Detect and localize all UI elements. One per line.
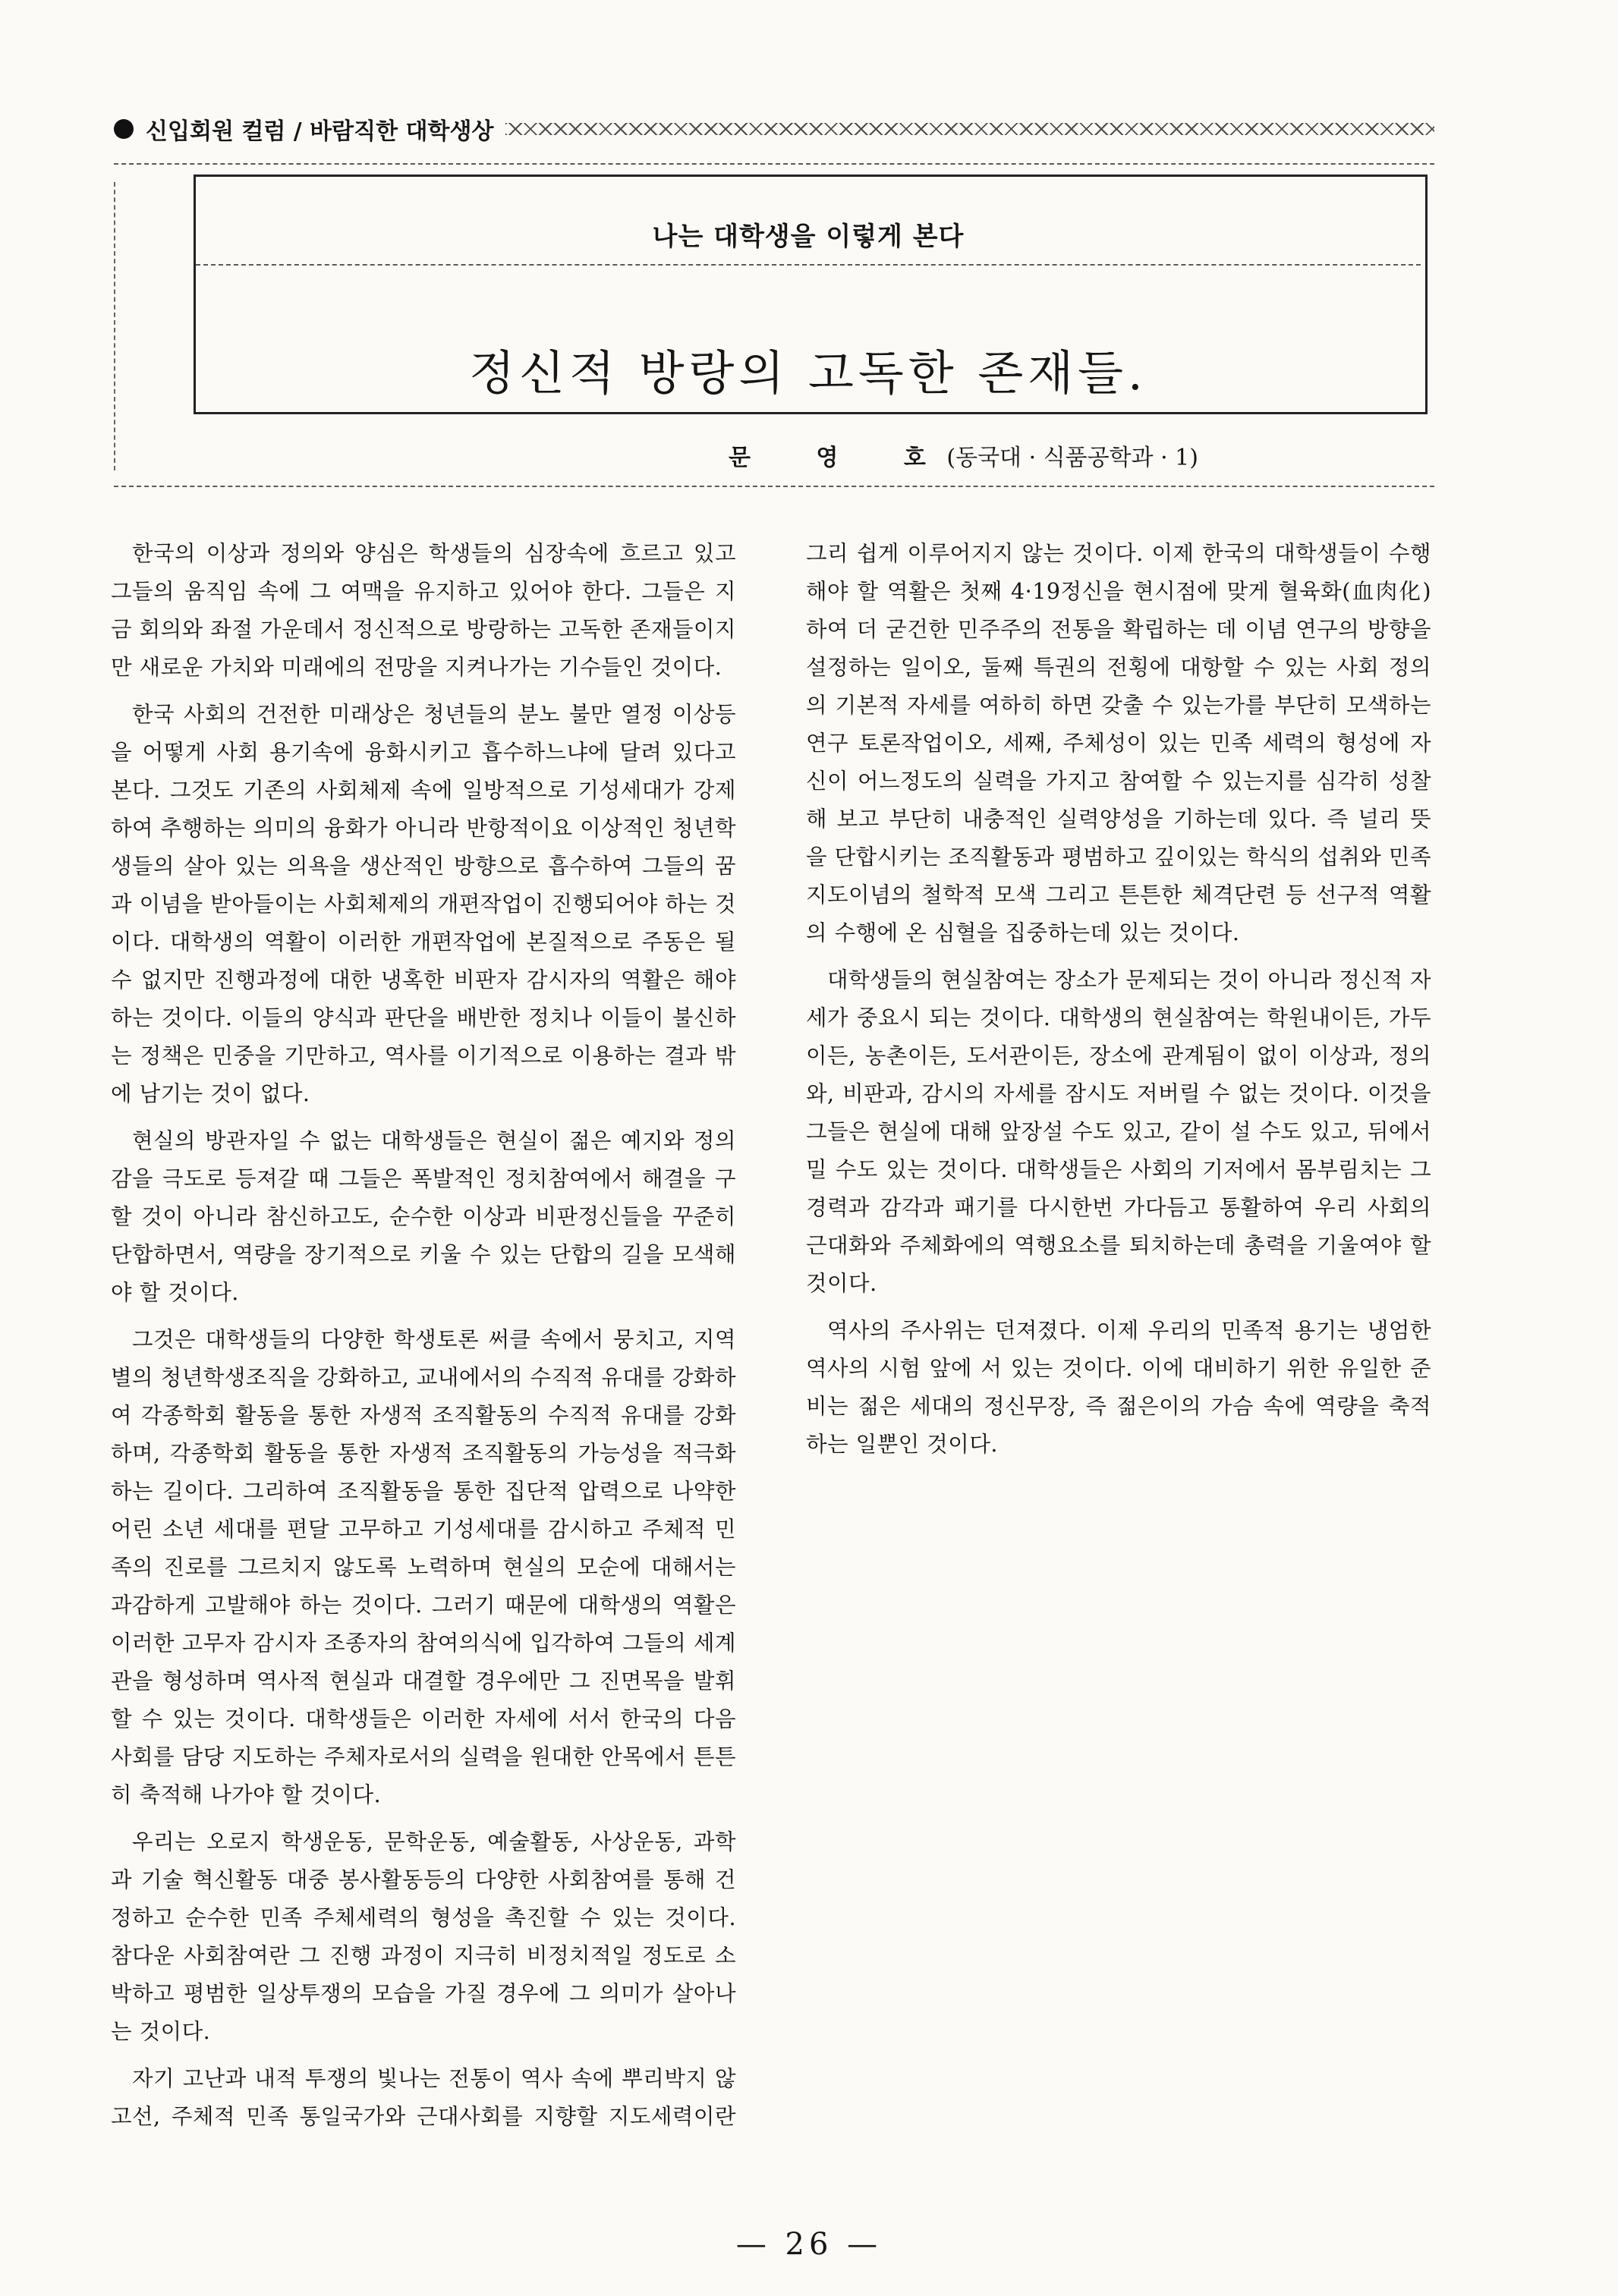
author-affiliation: (동국대 · 식품공학과 · 1) — [946, 445, 1198, 471]
article-kicker: 나는 대학생을 이렇게 본다 — [652, 222, 965, 252]
divider-left — [114, 182, 115, 470]
paragraph: 한국의 이상과 정의와 양심은 학생들의 심장속에 흐르고 있고 그들의 움직임 속에 그 여맥을 유지하고 있어야 한다. 그들은 지금 회의와 좌절 가운데서 정신적으로 방랑하는 고독한 존재들이지만 새로운 가치와 미래에의 전망을 지켜나가는 기수들인 것이다. — [111, 541, 736, 680]
byline — [729, 439, 1442, 472]
bullet-icon — [114, 119, 134, 139]
paragraph: 대학생들의 현실참여는 장소가 문제되는 것이 아니라 정신적 자세가 중요시 되는 것이다. 대학생의 현실참여는 학원내이든, 가두이든, 농촌이든, 도서관이든, 장소에 관계됨이 없이 이상과, 정의와, 비판과, 감시의 자세를 잠시도 저버릴 수 없는 것이다. 이것을 그들은 현실에 대해 앞장설 수도 있고, 같이 설 수도 있고, 뒤에서 밀 수도 있는 것이다. 대학생들은 사회의 기저에서 몸부림치는 그 경력과 감각과 패기를 다시한번 가다듬고 통활하여 우리 사회의 근대화와 주체화에의 역행요소를 퇴치하는데 총력을 기울여야 할것이다. — [806, 967, 1431, 1296]
article-body — [111, 535, 1431, 2159]
section-label: 신입회원 컬럼 / 바람직한 대학생상 — [146, 118, 494, 145]
article-title: 정신적 방랑의 고독한 존재들. — [469, 344, 1147, 401]
section-header — [114, 106, 1434, 152]
paragraph: 우리는 오로지 학생운동, 문학운동, 예술활동, 사상운동, 과학과 기술 혁신활동 대중 봉사활동등의 다양한 사회참여를 통해 건정하고 순수한 민족 주체세력의 형성을 촉진할 수 있는 것이다. 참다운 사회참여란 그 진행 과정이 지극히 비정치적일 정도로 소박하고 평범한 일상투쟁의 모습을 가질 경우에 그 의미가 살아나는 것이다. — [111, 1829, 736, 2044]
ornamental-rule — [505, 123, 1434, 135]
paragraph: 자기 고난과 내적 투쟁의 빛나는 전통이 역사 속에 뿌리박지 않고선, 주체적 민족 통일국가와 근대사회를 지향할 지도세력이란 그리 쉽게 이루어지지 않는 것이다. 이제 한국의 대학생들이 수행해야 할 역활은 첫째 4·19정신을 현시점에 맞게 혈육화(血肉化) 하여 더 굳건한 민주주의 전통을 확립하는 데 이념 연구의 방향을 설정하는 일이오, 둘째 특권의 전횡에 대항할 수 있는 사회 정의의 기본적 자세를 여하히 하면 갖출 수 있는가를 부단히 모색하는 연구 토론작업이오, 세째, 주체성이 있는 민족 세력의 형성에 자신이 어느정도의 실력을 가지고 참여할 수 있는지를 심각히 성찰해 보고 부단히 내충적인 실력양성을 기하는데 있다. 즉 널리 뜻을 단합시키는 조직활동과 평범하고 깊이있는 학식의 섭취와 민족 지도이념의 철학적 모색 그리고 튼튼한 체격단련 등 선구적 역활의 수행에 온 심혈을 집중하는데 있는 것이다. — [111, 541, 1431, 2129]
author-name: 문 영 호 — [729, 445, 955, 471]
paragraph: 현실의 방관자일 수 없는 대학생들은 현실이 젊은 예지와 정의감을 극도로 등져갈 때 그들은 폭발적인 정치참여에서 해결을 구할 것이 아니라 참신하고도, 순수한 이상과 비판정신들을 꾸준히 단합하면서, 역량을 장기적으로 키울 수 있는 단합의 길을 모색해야 할 것이다. — [111, 1128, 736, 1305]
paragraph: 한국 사회의 건전한 미래상은 청년들의 분노 불만 열정 이상등을 어떻게 사회 용기속에 융화시키고 흡수하느냐에 달려 있다고 본다. 그것도 기존의 사회체제 속에 일방적으로 기성세대가 강제하여 추행하는 의미의 융화가 아니라 반항적이요 이상적인 청년학생들의 살아 있는 의욕을 생산적인 방향으로 흡수하여 그들의 꿈과 이념을 받아들이는 사회체제의 개편작업이 진행되어야 하는 것이다. 대학생의 역활이 이러한 개편작업에 본질적으로 주동은 될 수 없지만 진행과정에 대한 냉혹한 비판자 감시자의 역활은 해야 하는 것이다. 이들의 양식과 판단을 배반한 정치나 이들이 불신하는 정책은 민중을 기만하고, 역사를 이기적으로 이용하는 결과 밖에 남기는 것이 없다. — [111, 702, 736, 1106]
paragraph: 역사의 주사위는 던져졌다. 이제 우리의 민족적 용기는 냉엄한 역사의 시험 앞에 서 있는 것이다. 이에 대비하기 위한 유일한 준비는 젊은 세대의 정신무장, 즉 젊은이의 가슴 속에 역량을 축적하는 일뿐인 것이다. — [806, 1318, 1431, 1457]
paragraph: 그것은 대학생들의 다양한 학생토론 써클 속에서 뭉치고, 지역별의 청년학생조직을 강화하고, 교내에서의 수직적 유대를 강화하여 각종학회 활동을 통한 자생적 조직활동의 수직적 유대를 강화하며, 각종학회 활동을 통한 자생적 조직활동의 가능성을 적극화하는 길이다. 그리하여 조직활동을 통한 집단적 압력으로 나약한 어린 소년 세대를 편달 고무하고 기성세대를 감시하고 주체적 민족의 진로를 그르치지 않도록 노력하며 현실의 모순에 대해서는 과감하게 고발해야 하는 것이다. 그러기 때문에 대학생의 역활은 이러한 고무자 감시자 조종자의 참여의식에 입각하여 그들의 세계관을 형성하며 역사적 현실과 대결할 경우에만 그 진면목을 발휘할 수 있는 것이다. 대학생들은 이러한 자세에 서서 한국의 다음 사회를 담당 지도하는 주체자로서의 실력을 원대한 안목에서 튼튼히 축적해 나가야 할 것이다. — [111, 1327, 736, 1807]
divider-byline — [114, 486, 1434, 487]
title-box-divider — [196, 264, 1421, 266]
page-number: — 26 — — [735, 2227, 883, 2262]
divider-top — [114, 163, 1434, 165]
